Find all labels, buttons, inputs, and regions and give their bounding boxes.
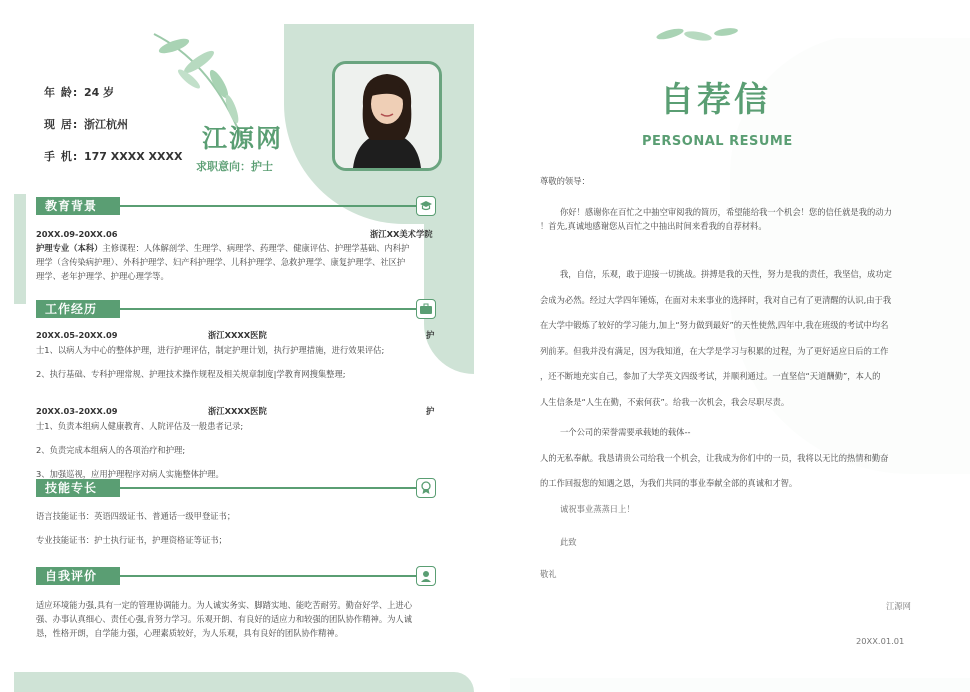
user-profile-icon <box>416 566 436 586</box>
candidate-name: 江源网 <box>202 124 284 153</box>
letter-greeting: 尊敬的领导： <box>540 176 590 186</box>
job2-role: 护 <box>426 406 435 416</box>
award-ribbon-icon <box>416 478 436 498</box>
letter-signature: 江源网 <box>886 601 911 611</box>
info-age: 年 龄: 24 岁 <box>44 86 115 99</box>
letter-paragraph-2: 我，自信，乐观，敢于迎接一切挑战。拼搏是我的天性，努力是我的责任，我坚信，成功定 会成为必然。经过大学四年锤炼，在面对未来事业的选择时，我对自己有了更清醒的认识,由于我 在大学中锻炼了较好的学习能力,加上“努力做到最好”的天性使然,四年中,我在班级的考试中均名 列前茅。但我并没有满足，因为我知道，在大学是学习与积累的过程，为了更好适应日后的工作 ，还不断地充实自己，参加了大学英文四级考试，并顺利通过。一直坚信“天道酬勤”，本人的 人生信条是“人生在勤，不索何获”。给我一次机会，我会尽职尽责。 <box>540 269 892 407</box>
education-school: 浙江XX美术学院 <box>370 229 433 239</box>
decor-blob-bottom <box>14 672 474 692</box>
avatar <box>332 61 442 171</box>
section-divider <box>120 487 436 489</box>
portrait-icon <box>335 64 439 168</box>
letter-title: 自荐信 <box>660 80 771 120</box>
info-phone: 手 机: 177 XXXX XXXX <box>44 150 183 163</box>
section-divider <box>120 308 436 310</box>
graduation-cap-icon <box>416 196 436 216</box>
job1-line2: 2、执行基础、专科护理常规、护理技术操作规程及相关规章制度|学教育网搜集整理; <box>36 369 346 379</box>
job2-line2: 2、负责完成本组病人的各项治疗和护理; <box>36 445 186 455</box>
section-title-evaluation: 自我评价 <box>36 567 120 585</box>
letter-closing-1: 此致 <box>560 537 577 547</box>
job2-line1: 士1、负责本组病人健康教育、人院评估及一般患者记录; <box>36 421 244 431</box>
letter-closing-2: 敬礼 <box>540 569 557 579</box>
evaluation-text: 适应环境能力强,具有一定的管理协调能力。为人诚实务实、脚踏实地、能吃苦耐劳。勤奋好学、上进心 强、办事认真细心、责任心强,肯努力学习。乐观开朗、有良好的适应力和较强的团队协作精神。为人诚 恳，性格开朗，自学能力强，心理素质较好，为人乐观，具有良好的团队协作精神。 <box>36 600 413 638</box>
job1-period: 20XX.05-20XX.09 <box>36 330 118 340</box>
job2-company: 浙江XXXX医院 <box>208 406 267 416</box>
leaf-decoration-icon <box>650 24 750 48</box>
education-period: 20XX.09-20XX.06 <box>36 229 118 239</box>
info-residence: 现 居: 浙江杭州 <box>44 118 128 131</box>
section-divider <box>120 575 436 577</box>
letter-wish: 诚祝事业蒸蒸日上！ <box>560 504 635 514</box>
skills-language: 语言技能证书：英语四级证书、普通话一级甲登证书； <box>36 511 236 521</box>
job2-line3: 3、加强巡视，应用护理程序对病人实施整体护理。 <box>36 469 224 479</box>
resume-page <box>14 24 474 692</box>
section-title-work: 工作经历 <box>36 300 120 318</box>
skills-professional: 专业技能证书：护士执行证书，护理资格证等证书； <box>36 535 227 545</box>
letter-date: 20XX.01.01 <box>856 636 905 646</box>
job1-company: 浙江XXXX医院 <box>208 330 267 340</box>
job1-role: 护 <box>426 330 435 340</box>
section-title-education: 教育背景 <box>36 197 120 215</box>
letter-subtitle: PERSONAL RESUME <box>642 134 793 149</box>
letter-paragraph-1: 你好！感谢你在百忙之中抽空审阅我的简历，希望能给我一个机会！您的信任就是我的动力 ！首先,真诚地感谢您从百忙之中抽出时间来看我的自荐材料。 <box>540 207 892 231</box>
job1-line1: 士1、以病人为中心的整体护理，进行护理评估，制定护理计划，执行护理措施，进行效果评估; <box>36 345 385 355</box>
letter-paragraph-3: 一个公司的荣誉需要承载她的载体-- 人的无私奉献。我恳请贵公司给我一个机会，让我成为你们中的一员，我将以无比的热情和勤奋 的工作回报您的知遇之恩，为我们共同的事业奉献全部的真诚和才智。 <box>540 427 889 488</box>
job2-period: 20XX.03-20XX.09 <box>36 406 118 416</box>
briefcase-icon <box>416 299 436 319</box>
section-divider <box>120 205 436 207</box>
section-title-skills: 技能专长 <box>36 479 120 497</box>
decor-blob-left <box>14 194 26 304</box>
cover-letter-page <box>510 24 970 692</box>
job-intent: 求职意向：护士 <box>196 160 273 173</box>
education-details: 护理专业（本科）主修课程：人体解剖学、生理学、病理学、药理学、健康评估、护理学基础、内科护 理学（含传染病护理）、外科护理学、妇产科护理学、儿科护理学、急救护理学、康复护理学、社区护 理学、老年护理学、护理心理学等。 <box>36 243 410 281</box>
